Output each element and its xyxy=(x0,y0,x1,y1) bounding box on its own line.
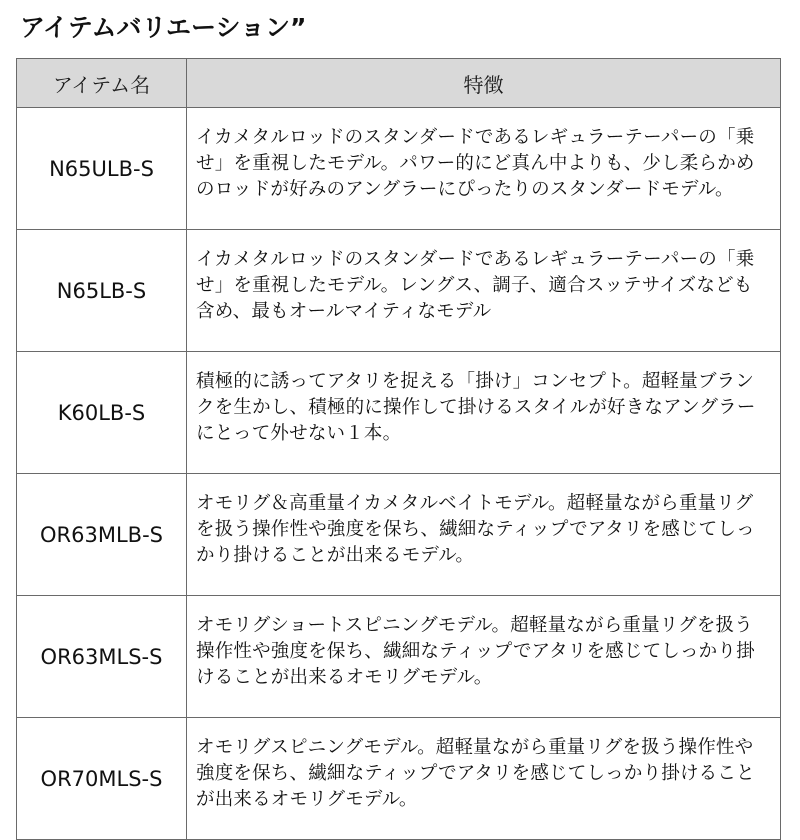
table-row xyxy=(17,230,781,352)
column-header-features: 特徴 xyxy=(187,59,781,108)
item-name-cell: OR70MLS-S xyxy=(17,718,187,840)
item-name-cell: N65ULB-S xyxy=(17,108,187,230)
column-header-item-name: アイテム名 xyxy=(17,59,187,108)
table-row xyxy=(17,474,781,596)
item-name-cell: K60LB-S xyxy=(17,352,187,474)
item-description-cell: イカメタルロッドのスタンダードであるレギュラーテーパーの「乗せ」を重視したモデル。パワー的にど真ん中よりも、少し柔らかめのロッドが好みのアングラーにぴったりのスタンダードモデル。 xyxy=(187,108,781,230)
item-description-cell: オモリグショートスピニングモデル。超軽量ながら重量リグを扱う操作性や強度を保ち、繊細なティップでアタリを感じてしっかり掛けることが出来るオモリグモデル。 xyxy=(187,596,781,718)
table-header-row xyxy=(17,59,781,108)
table-row xyxy=(17,108,781,230)
table-row xyxy=(17,352,781,474)
page-title: アイテムバリエーション” xyxy=(20,13,307,42)
item-name-cell: OR63MLB-S xyxy=(17,474,187,596)
table-row xyxy=(17,718,781,840)
item-description-cell: 積極的に誘ってアタリを捉える「掛け」コンセプト。超軽量ブランクを生かし、積極的に操作して掛けるスタイルが好きなアングラーにとって外せない１本。 xyxy=(187,352,781,474)
item-name-cell: OR63MLS-S xyxy=(17,596,187,718)
item-description-cell: オモリグスピニングモデル。超軽量ながら重量リグを扱う操作性や強度を保ち、繊細なティップでアタリを感じてしっかり掛けることが出来るオモリグモデル。 xyxy=(187,718,781,840)
item-description-cell: イカメタルロッドのスタンダードであるレギュラーテーパーの「乗せ」を重視したモデル。レングス、調子、適合スッテサイズなども含め、最もオールマイティなモデル xyxy=(187,230,781,352)
item-name-cell: N65LB-S xyxy=(17,230,187,352)
table-row xyxy=(17,596,781,718)
item-variation-table xyxy=(16,58,781,840)
item-description-cell: オモリグ＆高重量イカメタルベイトモデル。超軽量ながら重量リグを扱う操作性や強度を保ち、繊細なティップでアタリを感じてしっかり掛けることが出来るモデル。 xyxy=(187,474,781,596)
